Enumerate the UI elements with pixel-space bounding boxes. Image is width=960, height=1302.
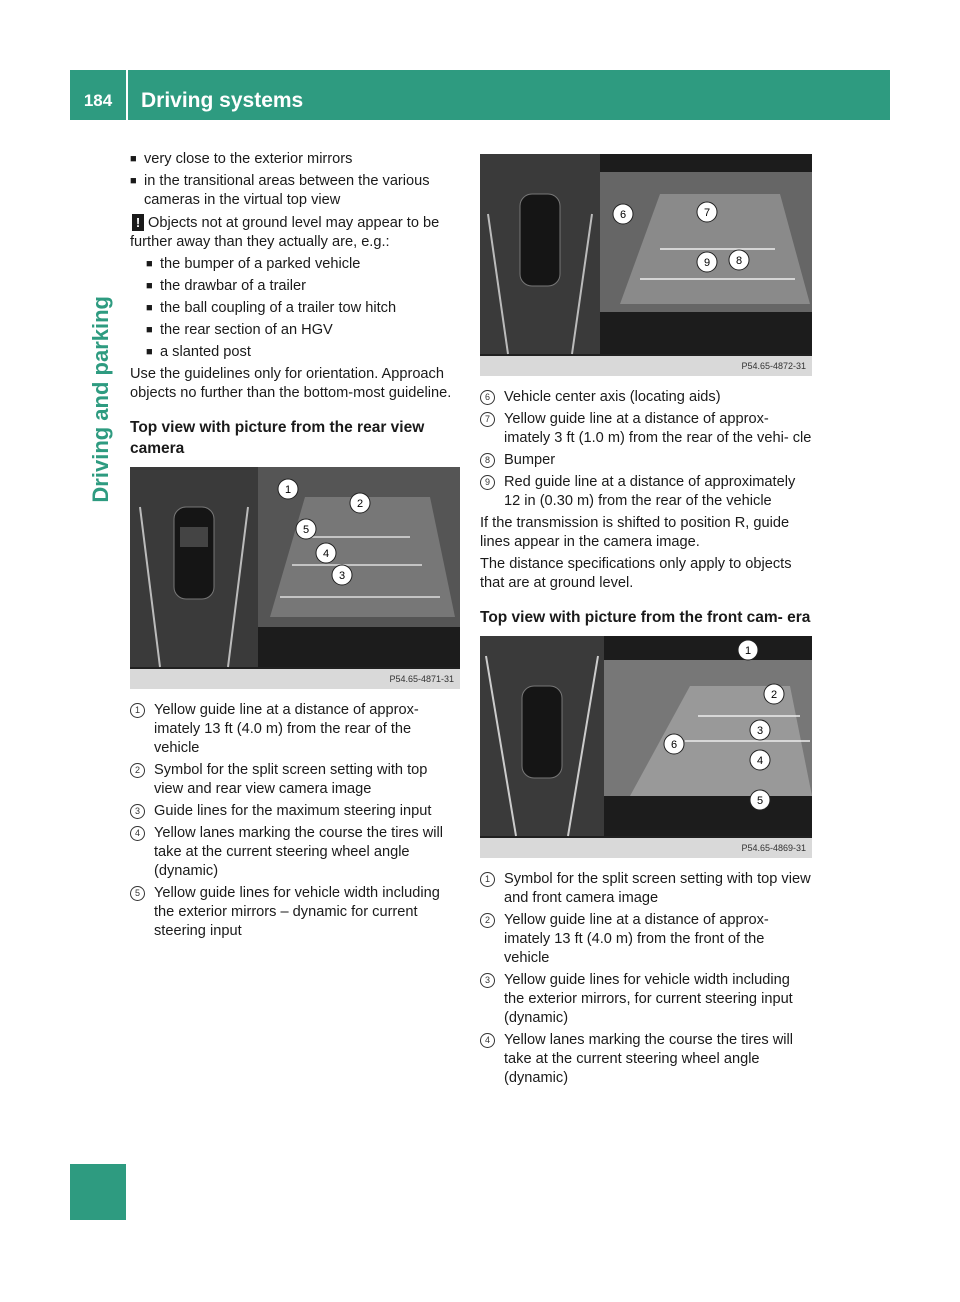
right-column <box>480 154 812 1091</box>
svg-text:6: 6 <box>619 209 627 221</box>
svg-text:1: 1 <box>284 484 292 496</box>
section-title: Driving systems <box>141 89 304 112</box>
svg-text:3: 3 <box>756 725 764 737</box>
rear-detail-figure <box>480 154 812 376</box>
list-item: ■ in the transitional areas between the various cameras in the virtual top view <box>130 173 430 208</box>
list-item: ■ the ball coupling of a trailer tow hitch <box>146 300 397 316</box>
figure-code: P54.65-4871-31 <box>130 669 460 689</box>
side-square <box>70 1164 126 1220</box>
header-divider <box>126 70 128 120</box>
list-item: ■ the rear section of an HGV <box>146 322 333 338</box>
list-item: ■ a slanted post <box>146 344 251 360</box>
svg-text:2: 2 <box>356 498 364 510</box>
list-item: 5 Yellow guide lines for vehicle width including the exterior mirrors – dynamic for current steering input <box>130 884 460 941</box>
list-item: 1 Yellow guide line at a distance of approx- imately 13 ft (4.0 m) from the rear of the vehicle <box>130 701 460 758</box>
list-item: 2 Yellow guide line at a distance of approx- imately 13 ft (4.0 m) from the front of the vehicle <box>480 911 812 968</box>
guideline-note: Use the guidelines only for orientation. Approach objects no further than the bottom-most guideline. <box>130 366 452 401</box>
list-item: 4 Yellow lanes marking the course the tires will take at the current steering wheel angle (dynamic) <box>480 1031 812 1088</box>
svg-text:4: 4 <box>756 755 764 767</box>
svg-text:1: 1 <box>744 645 752 657</box>
svg-text:3: 3 <box>338 570 346 582</box>
list-item: ■ the drawbar of a trailer <box>146 278 307 294</box>
list-item: 8 Bumper <box>480 451 812 470</box>
transmission-note: If the transmission is shifted to position R, guide lines appear in the camera image. <box>480 515 790 550</box>
svg-text:4: 4 <box>322 548 330 560</box>
rear-detail-illustration <box>480 154 812 376</box>
rear-camera-illustration <box>130 467 460 689</box>
list-item: 6 Vehicle center axis (locating aids) <box>480 388 812 407</box>
distance-note: The distance specifications only apply to objects that are at ground level. <box>480 556 792 591</box>
front-camera-illustration <box>480 636 812 858</box>
list-item: 2 Symbol for the split screen setting with top view and rear view camera image <box>130 761 460 799</box>
heading-front-camera: Top view with picture from the front cam- era <box>480 609 811 626</box>
svg-text:8: 8 <box>735 255 743 267</box>
svg-text:2: 2 <box>770 689 778 701</box>
figure-code: P54.65-4869-31 <box>480 838 812 858</box>
svg-text:7: 7 <box>703 207 711 219</box>
list-item: ■ very close to the exterior mirrors <box>130 151 353 167</box>
rear-camera-figure <box>130 467 460 689</box>
list-item: ■ the bumper of a parked vehicle <box>146 256 361 272</box>
heading-rear-camera: Top view with picture from the rear view camera <box>130 419 425 457</box>
svg-text:5: 5 <box>756 795 764 807</box>
list-item: 9 Red guide line at a distance of approximately 12 in (0.30 m) from the rear of the vehicle <box>480 473 812 511</box>
front-camera-figure <box>480 636 812 858</box>
warning-icon: ! <box>132 214 144 231</box>
list-item: 1 Symbol for the split screen setting with top view and front camera image <box>480 870 812 908</box>
list-item: 7 Yellow guide line at a distance of approx- imately 3 ft (1.0 m) from the rear of the vehi- cle <box>480 410 812 448</box>
list-item: 4 Yellow lanes marking the course the tires will take at the current steering wheel angle (dynamic) <box>130 824 460 881</box>
svg-text:5: 5 <box>302 524 310 536</box>
side-label: Driving and parking <box>88 296 113 503</box>
page-number: 184 <box>83 91 113 110</box>
figure-code: P54.65-4872-31 <box>480 356 812 376</box>
list-item: 3 Yellow guide lines for vehicle width including the exterior mirrors, for current steering input (dynamic) <box>480 971 812 1028</box>
warning-note: ! Objects not at ground level may appear to be further away than they actually are, e.g.: <box>130 215 440 250</box>
left-column <box>130 150 460 944</box>
list-item: 3 Guide lines for the maximum steering input <box>130 802 460 821</box>
svg-text:9: 9 <box>703 257 711 269</box>
svg-text:6: 6 <box>670 739 678 751</box>
